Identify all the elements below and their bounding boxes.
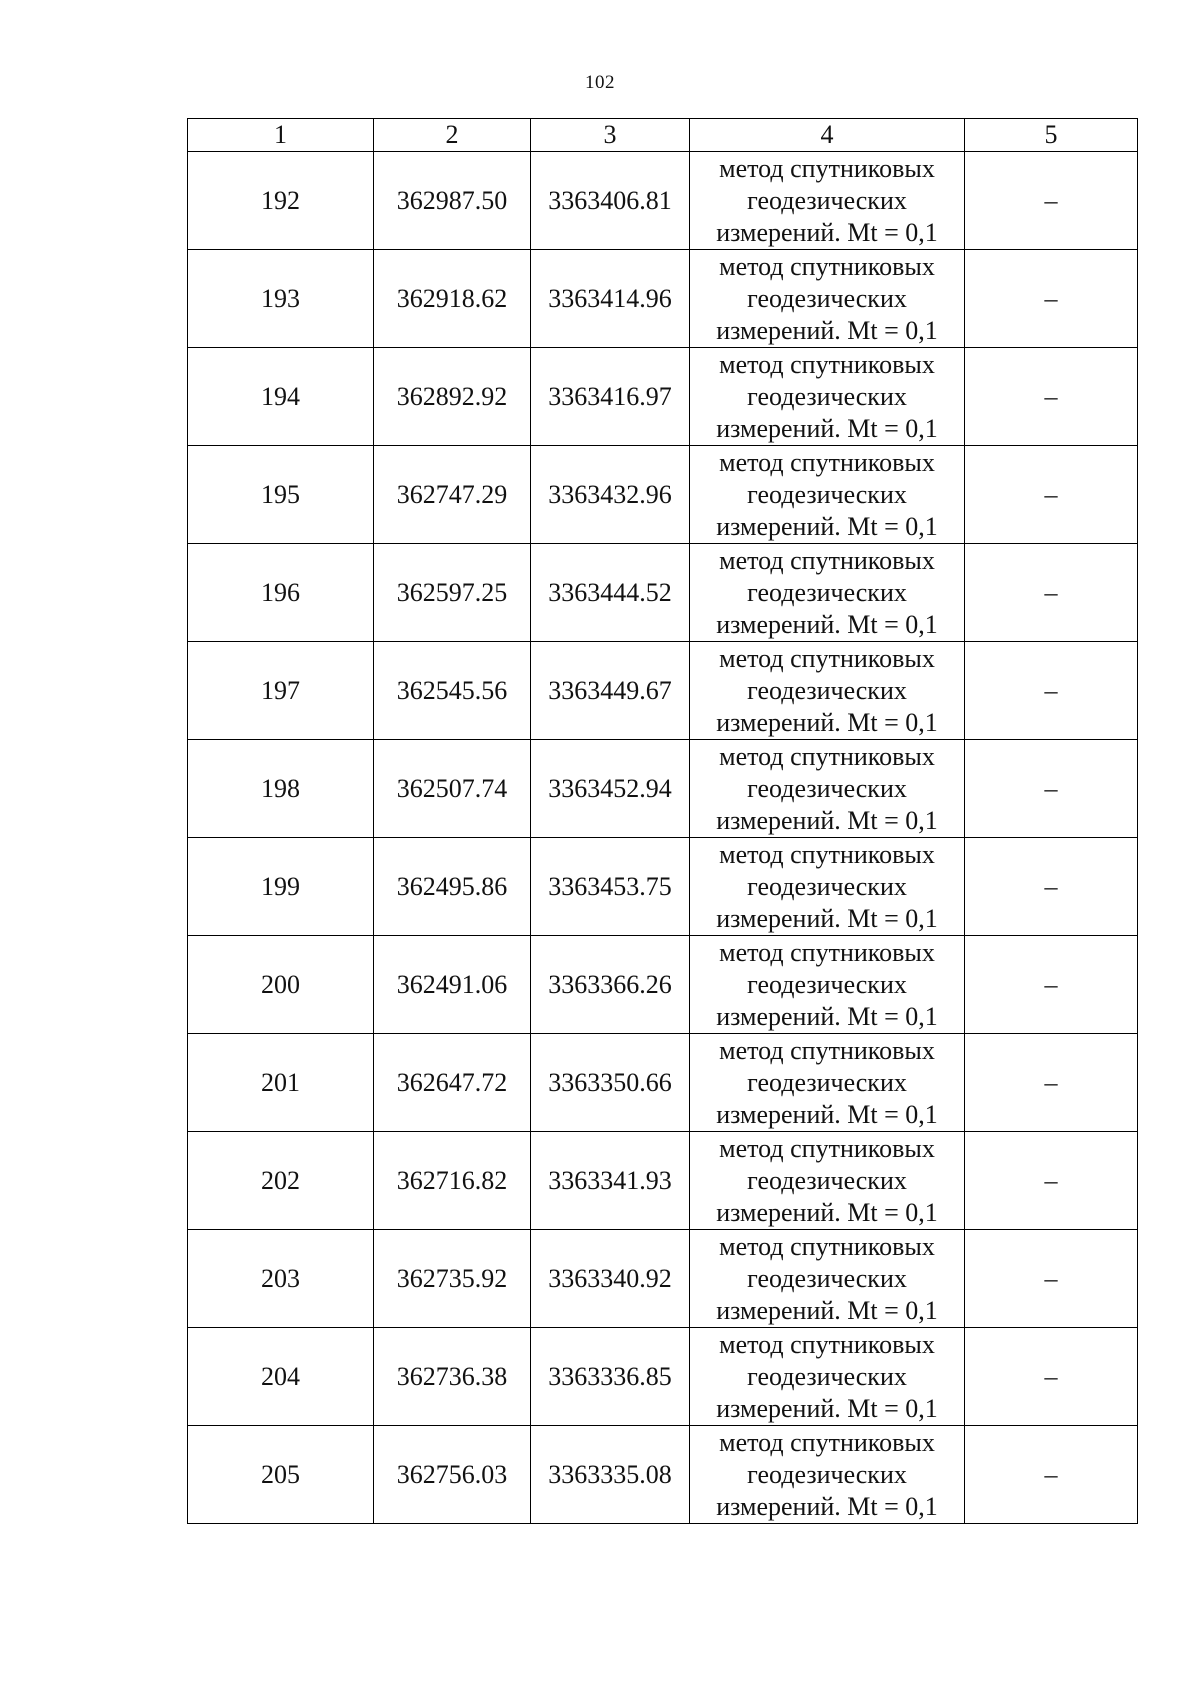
method-line: геодезических xyxy=(747,185,907,215)
table-body xyxy=(188,119,1138,1524)
method-cell xyxy=(690,1230,965,1328)
method-line: геодезических xyxy=(747,577,907,607)
method-cell xyxy=(690,1034,965,1132)
note-cell: – xyxy=(965,1426,1138,1524)
y-coordinate-cell: 3363350.66 xyxy=(531,1034,690,1132)
method-line: измерений. Mt = 0,1 xyxy=(716,1491,938,1521)
method-line: геодезических xyxy=(747,479,907,509)
point-number-cell: 193 xyxy=(188,250,374,348)
method-line: геодезических xyxy=(747,1361,907,1391)
x-coordinate-cell: 362716.82 xyxy=(374,1132,531,1230)
method-cell xyxy=(690,544,965,642)
table-row xyxy=(188,544,1138,642)
method-line: измерений. Mt = 0,1 xyxy=(716,805,938,835)
column-header-4: 4 xyxy=(690,119,965,152)
table-row xyxy=(188,1034,1138,1132)
method-line: геодезических xyxy=(747,1067,907,1097)
method-line: метод спутниковых xyxy=(719,251,935,281)
x-coordinate-cell: 362647.72 xyxy=(374,1034,531,1132)
x-coordinate-cell: 362507.74 xyxy=(374,740,531,838)
method-line: геодезических xyxy=(747,773,907,803)
method-line: метод спутниковых xyxy=(719,839,935,869)
method-cell xyxy=(690,936,965,1034)
x-coordinate-cell: 362597.25 xyxy=(374,544,531,642)
y-coordinate-cell: 3363406.81 xyxy=(531,152,690,250)
column-header-5: 5 xyxy=(965,119,1138,152)
method-line: метод спутниковых xyxy=(719,937,935,967)
y-coordinate-cell: 3363341.93 xyxy=(531,1132,690,1230)
method-line: геодезических xyxy=(747,381,907,411)
y-coordinate-cell: 3363416.97 xyxy=(531,348,690,446)
y-coordinate-cell: 3363335.08 xyxy=(531,1426,690,1524)
table-row xyxy=(188,250,1138,348)
table-row xyxy=(188,740,1138,838)
y-coordinate-cell: 3363414.96 xyxy=(531,250,690,348)
y-coordinate-cell: 3363432.96 xyxy=(531,446,690,544)
x-coordinate-cell: 362747.29 xyxy=(374,446,531,544)
page-number: 102 xyxy=(585,72,615,93)
method-line: измерений. Mt = 0,1 xyxy=(716,1001,938,1031)
method-line: измерений. Mt = 0,1 xyxy=(716,903,938,933)
method-cell xyxy=(690,446,965,544)
method-line: метод спутниковых xyxy=(719,545,935,575)
point-number-cell: 204 xyxy=(188,1328,374,1426)
method-cell xyxy=(690,1132,965,1230)
method-line: геодезических xyxy=(747,1165,907,1195)
table-row xyxy=(188,1132,1138,1230)
method-line: метод спутниковых xyxy=(719,643,935,673)
method-line: геодезических xyxy=(747,283,907,313)
x-coordinate-cell: 362735.92 xyxy=(374,1230,531,1328)
table-row xyxy=(188,838,1138,936)
point-number-cell: 201 xyxy=(188,1034,374,1132)
method-cell xyxy=(690,1328,965,1426)
method-cell xyxy=(690,152,965,250)
note-cell: – xyxy=(965,1034,1138,1132)
table-row xyxy=(188,1426,1138,1524)
point-number-cell: 197 xyxy=(188,642,374,740)
note-cell: – xyxy=(965,838,1138,936)
column-header-2: 2 xyxy=(374,119,531,152)
point-number-cell: 194 xyxy=(188,348,374,446)
table-row xyxy=(188,446,1138,544)
method-line: измерений. Mt = 0,1 xyxy=(716,609,938,639)
point-number-cell: 198 xyxy=(188,740,374,838)
point-number-cell: 192 xyxy=(188,152,374,250)
y-coordinate-cell: 3363340.92 xyxy=(531,1230,690,1328)
x-coordinate-cell: 362756.03 xyxy=(374,1426,531,1524)
method-line: измерений. Mt = 0,1 xyxy=(716,707,938,737)
method-line: метод спутниковых xyxy=(719,1133,935,1163)
y-coordinate-cell: 3363366.26 xyxy=(531,936,690,1034)
method-line: метод спутниковых xyxy=(719,1427,935,1457)
table-row xyxy=(188,936,1138,1034)
method-line: метод спутниковых xyxy=(719,447,935,477)
point-number-cell: 200 xyxy=(188,936,374,1034)
note-cell: – xyxy=(965,1230,1138,1328)
note-cell: – xyxy=(965,544,1138,642)
point-number-cell: 199 xyxy=(188,838,374,936)
method-line: измерений. Mt = 0,1 xyxy=(716,413,938,443)
note-cell: – xyxy=(965,642,1138,740)
x-coordinate-cell: 362736.38 xyxy=(374,1328,531,1426)
coordinates-table xyxy=(187,118,1138,1524)
table-row xyxy=(188,348,1138,446)
note-cell: – xyxy=(965,1132,1138,1230)
note-cell: – xyxy=(965,1328,1138,1426)
point-number-cell: 205 xyxy=(188,1426,374,1524)
point-number-cell: 196 xyxy=(188,544,374,642)
note-cell: – xyxy=(965,250,1138,348)
table-row xyxy=(188,1230,1138,1328)
note-cell: – xyxy=(965,152,1138,250)
method-line: измерений. Mt = 0,1 xyxy=(716,1295,938,1325)
point-number-cell: 203 xyxy=(188,1230,374,1328)
x-coordinate-cell: 362892.92 xyxy=(374,348,531,446)
y-coordinate-cell: 3363452.94 xyxy=(531,740,690,838)
table-header-row xyxy=(188,119,1138,152)
table-row xyxy=(188,152,1138,250)
method-line: метод спутниковых xyxy=(719,349,935,379)
method-cell xyxy=(690,348,965,446)
method-line: измерений. Mt = 0,1 xyxy=(716,217,938,247)
method-line: метод спутниковых xyxy=(719,1035,935,1065)
method-line: измерений. Mt = 0,1 xyxy=(716,1197,938,1227)
x-coordinate-cell: 362491.06 xyxy=(374,936,531,1034)
method-line: геодезических xyxy=(747,1459,907,1489)
method-line: метод спутниковых xyxy=(719,1231,935,1261)
method-cell xyxy=(690,250,965,348)
note-cell: – xyxy=(965,936,1138,1034)
y-coordinate-cell: 3363444.52 xyxy=(531,544,690,642)
note-cell: – xyxy=(965,446,1138,544)
method-line: геодезических xyxy=(747,675,907,705)
x-coordinate-cell: 362918.62 xyxy=(374,250,531,348)
note-cell: – xyxy=(965,740,1138,838)
method-line: измерений. Mt = 0,1 xyxy=(716,315,938,345)
method-cell xyxy=(690,740,965,838)
y-coordinate-cell: 3363336.85 xyxy=(531,1328,690,1426)
x-coordinate-cell: 362987.50 xyxy=(374,152,531,250)
point-number-cell: 202 xyxy=(188,1132,374,1230)
x-coordinate-cell: 362545.56 xyxy=(374,642,531,740)
method-cell xyxy=(690,1426,965,1524)
table-row xyxy=(188,1328,1138,1426)
method-line: метод спутниковых xyxy=(719,153,935,183)
column-header-1: 1 xyxy=(188,119,374,152)
method-cell xyxy=(690,642,965,740)
method-line: измерений. Mt = 0,1 xyxy=(716,1393,938,1423)
note-cell: – xyxy=(965,348,1138,446)
method-cell xyxy=(690,838,965,936)
method-line: метод спутниковых xyxy=(719,741,935,771)
column-header-3: 3 xyxy=(531,119,690,152)
y-coordinate-cell: 3363449.67 xyxy=(531,642,690,740)
method-line: измерений. Mt = 0,1 xyxy=(716,511,938,541)
method-line: геодезических xyxy=(747,1263,907,1293)
point-number-cell: 195 xyxy=(188,446,374,544)
method-line: геодезических xyxy=(747,871,907,901)
table-row xyxy=(188,642,1138,740)
x-coordinate-cell: 362495.86 xyxy=(374,838,531,936)
method-line: геодезических xyxy=(747,969,907,999)
y-coordinate-cell: 3363453.75 xyxy=(531,838,690,936)
method-line: метод спутниковых xyxy=(719,1329,935,1359)
method-line: измерений. Mt = 0,1 xyxy=(716,1099,938,1129)
